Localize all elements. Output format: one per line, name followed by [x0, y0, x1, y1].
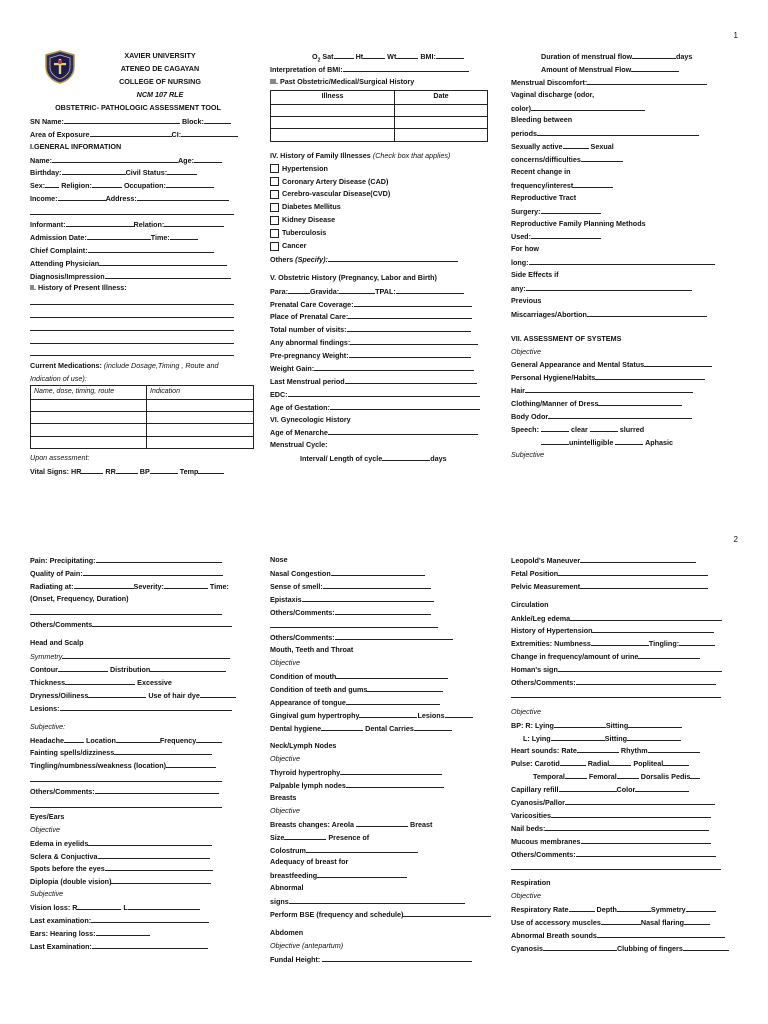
- obstetric-history-heading: V. Obstetric History (Pregnancy, Labor and Birth): [270, 272, 437, 282]
- place-prenatal-row[interactable]: Place of Prenatal Care:: [270, 310, 492, 323]
- contour-row[interactable]: Contour Distribution: [30, 663, 256, 676]
- bse-row[interactable]: Perform BSE (frequency and schedule): [270, 908, 500, 921]
- frequency-interest-row[interactable]: frequency/interest: [511, 179, 741, 192]
- cyanosis-row[interactable]: Cyanosis Clubbing of fingers: [511, 942, 741, 955]
- present-illness-line[interactable]: [30, 334, 234, 344]
- leopolds-row[interactable]: Leopold's Maneuver: [511, 554, 741, 567]
- appearance-tongue-row[interactable]: Appearance of tongue: [270, 696, 500, 709]
- checkbox[interactable]: [270, 177, 279, 186]
- eyes-ears-heading: Eyes/Ears: [30, 811, 65, 821]
- speech-row-2[interactable]: unintelligible Aphasic: [511, 436, 741, 449]
- age-menarche-row[interactable]: Age of Menarche: [270, 426, 492, 439]
- med-col-name: Name, dose, timing, route: [31, 385, 147, 399]
- general-info-heading: I.GENERAL INFORMATION: [30, 141, 122, 151]
- menstrual-cycle-label: Menstrual Cycle:: [270, 440, 328, 450]
- prenatal-coverage-row[interactable]: Prenatal Care Coverage:: [270, 298, 492, 311]
- med-col-indication: Indication: [147, 385, 254, 399]
- sclera-row[interactable]: Sclera & Conjuctiva: [30, 850, 256, 863]
- area-exposure-row[interactable]: Area of Exposure CI:: [30, 128, 246, 141]
- previous-label: Previous: [511, 295, 542, 305]
- condition-mouth-row[interactable]: Condition of mouth: [270, 670, 500, 683]
- course-code: NCM 107 RLE: [136, 89, 184, 99]
- diplopia-row[interactable]: Diplopia (double vision): [30, 875, 256, 888]
- abnormal-findings-row[interactable]: Any abnormal findings:: [270, 336, 492, 349]
- sexually-active-row[interactable]: Sexually active Sexual: [511, 142, 614, 152]
- capillary-row[interactable]: Capillary refill Color: [511, 783, 741, 796]
- mucous-row[interactable]: Mucous membranes: [511, 835, 741, 848]
- head-scalp-heading: Head and Scalp: [30, 638, 84, 648]
- attending-row[interactable]: Attending Physician: [30, 257, 246, 270]
- sex-row[interactable]: Sex: Religion: Occupation:: [30, 179, 246, 192]
- pulse-row-2[interactable]: Temporal Femoral Dorsalis Pedis: [511, 770, 741, 783]
- abdomen-heading: Abdomen: [270, 927, 304, 937]
- family-item-tuberculosis[interactable]: Tuberculosis: [270, 227, 492, 240]
- diagnosis-row[interactable]: Diagnosis/Impression: [30, 270, 246, 283]
- comments-line[interactable]: [511, 860, 721, 870]
- school-name: ATENEO DE CAGAYAN: [120, 63, 200, 73]
- checkbox[interactable]: [270, 242, 279, 251]
- medications-table[interactable]: [30, 385, 254, 449]
- homans-row[interactable]: Homan's sign: [511, 663, 741, 676]
- palpable-row[interactable]: Palpable lymph nodes: [270, 779, 500, 792]
- radiating-row[interactable]: Radiating at: Severity: Time:: [30, 581, 229, 591]
- table-row[interactable]: [31, 424, 254, 436]
- objective-3-label: Objective: [270, 805, 300, 815]
- periods-row[interactable]: periods: [511, 127, 741, 140]
- present-illness-line[interactable]: [30, 295, 234, 305]
- checkbox[interactable]: [270, 229, 279, 238]
- page-number: 2: [733, 535, 738, 544]
- fetal-position-row[interactable]: Fetal Position: [511, 567, 741, 580]
- address-continuation-line[interactable]: [30, 205, 234, 215]
- amount-flow-row[interactable]: Amount of Menstrual Flow: [511, 63, 741, 76]
- objective-label: Objective: [511, 706, 541, 716]
- subjective-label: Subjective: [511, 449, 545, 459]
- personal-hygiene-row[interactable]: Personal Hygiene/Habits: [511, 371, 741, 384]
- past-history-table[interactable]: [270, 90, 488, 142]
- present-illness-heading: II. History of Present Illness:: [30, 283, 127, 293]
- condition-teeth-row[interactable]: Condition of teeth and gums: [270, 683, 500, 696]
- college-name: COLLEGE OF NURSING: [119, 76, 201, 86]
- age-gestation-row[interactable]: Age of Gestation:: [270, 401, 492, 414]
- table-row[interactable]: [271, 129, 488, 141]
- pain-precipitating-row[interactable]: Pain: Precipitating:: [30, 554, 256, 567]
- headache-row[interactable]: Headache Location Frequency: [30, 734, 256, 747]
- adequacy-label: Adequacy of breast for: [270, 857, 349, 867]
- checkbox[interactable]: [270, 203, 279, 212]
- surgery-row[interactable]: Surgery:: [511, 205, 741, 218]
- quality-pain-row[interactable]: Quality of Pain:: [30, 567, 256, 580]
- others-comments-2-row[interactable]: Others/Comments:: [30, 785, 256, 798]
- change-urine-row[interactable]: Change in frequency/amount of urine: [511, 650, 741, 663]
- recent-change-label: Recent change in: [511, 167, 571, 177]
- gyne-history-heading: VI. Gynecologic History: [270, 414, 351, 424]
- table-row[interactable]: [31, 412, 254, 424]
- lesions-row[interactable]: Lesions:: [30, 702, 256, 715]
- extremities-row[interactable]: Extremities: Numbness Tingling:: [511, 637, 741, 650]
- others-comments-2-row[interactable]: Others/Comments:: [511, 848, 741, 861]
- vision-loss-row[interactable]: Vision loss: R L: [30, 901, 256, 914]
- menstrual-discomfort-row[interactable]: Menstrual Discomfort:: [511, 76, 741, 89]
- sn-name-row[interactable]: SN Name: Block:: [30, 115, 246, 128]
- used-row[interactable]: Used:: [511, 230, 741, 243]
- breast-changes-row[interactable]: Breasts changes: Areola Breast: [270, 819, 433, 829]
- others-comments-2-row[interactable]: Others/Comments:: [270, 631, 500, 644]
- last-menstrual-row[interactable]: Last Menstrual period: [270, 375, 492, 388]
- cyanosis-pallor-row[interactable]: Cyanosis/Pallor: [511, 796, 741, 809]
- ankle-edema-row[interactable]: Ankle/Leg edema: [511, 612, 741, 625]
- pelvic-row[interactable]: Pelvic Measurement: [511, 580, 741, 593]
- admission-row[interactable]: Admission Date: Time:: [30, 231, 246, 244]
- mouth-heading: Mouth, Teeth and Throat: [270, 645, 354, 655]
- accessory-row[interactable]: Use of accessory muscles Nasal flaring: [511, 916, 741, 929]
- nail-beds-row[interactable]: Nail beds:: [511, 822, 741, 835]
- vital-signs-row[interactable]: Vital Signs: HR RR BP Temp: [30, 465, 246, 478]
- subjective-2-label: Subjective: [30, 889, 64, 899]
- subjective-label: Subjective:: [30, 721, 66, 731]
- table-row[interactable]: [271, 116, 488, 128]
- bleeding-between-label: Bleeding between: [511, 115, 573, 125]
- comments-line[interactable]: [511, 689, 721, 699]
- spots-row[interactable]: Spots before the eyes: [30, 862, 256, 875]
- last-exam-row[interactable]: Last examination:: [30, 914, 256, 927]
- family-planning-label: Reproductive Family Planning Methods: [511, 218, 646, 228]
- respiration-heading: Respiration: [511, 878, 551, 888]
- table-row[interactable]: [271, 104, 488, 116]
- past-col-illness: Illness: [271, 90, 395, 104]
- speech-row[interactable]: Speech: clear slurred: [511, 424, 645, 434]
- abnormal-label: Abnormal: [270, 883, 304, 893]
- resp-rate-row[interactable]: Respiratory Rate Depth Symmetry: [511, 903, 741, 916]
- gingival-row[interactable]: Gingival gum hypertrophy Lesions: [270, 709, 500, 722]
- checkbox[interactable]: [270, 216, 279, 225]
- page-number: 1: [733, 31, 738, 40]
- o2-sat-row[interactable]: $O_2$ Sat Ht Wt BMI:: [270, 50, 492, 63]
- size-row[interactable]: Size Presence of: [270, 832, 370, 842]
- objective-2-label: Objective: [270, 754, 300, 764]
- heart-sounds-row[interactable]: Heart sounds: Rate Rhythm: [511, 744, 741, 757]
- color-row[interactable]: color): [511, 102, 741, 115]
- colostrum-row[interactable]: Colostrum: [270, 844, 500, 857]
- checkbox[interactable]: [270, 164, 279, 173]
- informant-row[interactable]: Informant: Relation:: [30, 218, 246, 231]
- concerns-row[interactable]: concerns/difficulties: [511, 153, 741, 166]
- para-row[interactable]: Para: Gravida: TPAL:: [270, 285, 492, 298]
- general-appearance-row[interactable]: General Appearance and Mental Status: [511, 358, 741, 371]
- reproductive-tract-label: Reproductive Tract: [511, 192, 577, 202]
- long-row[interactable]: long:: [511, 256, 741, 269]
- objective-label: Objective: [30, 824, 60, 834]
- nose-heading: Nose: [270, 555, 288, 564]
- hypertension-row[interactable]: History of Hypertension: [511, 624, 741, 637]
- systems-heading: VII. ASSESSMENT OF SYSTEMS: [511, 333, 622, 343]
- vaginal-discharge-label: Vaginal discharge (odor,: [511, 89, 595, 99]
- pulse-row[interactable]: Pulse: Carotid Radial Popliteal: [511, 757, 741, 770]
- interp-bmi-row[interactable]: Interpretation of BMI:: [270, 63, 492, 76]
- family-item-cad[interactable]: Coronary Artery Disease (CAD): [270, 176, 492, 189]
- upon-assessment-label: Upon assessment:: [30, 453, 90, 463]
- miscarriages-row[interactable]: Miscarriages/Abortion: [511, 308, 741, 321]
- epistaxis-row[interactable]: Epistaxis: [270, 593, 500, 606]
- chief-complaint-row[interactable]: Chief Complaint:: [30, 244, 246, 257]
- comments-line[interactable]: [30, 798, 222, 808]
- fainting-row[interactable]: Fainting spells/dizziness: [30, 746, 256, 759]
- objective-2-label: Objective: [511, 891, 541, 901]
- family-item-hypertension[interactable]: Hypertension: [270, 163, 492, 176]
- name-row[interactable]: Name: Age:: [30, 154, 246, 167]
- family-item-kidney[interactable]: Kidney Disease: [270, 214, 492, 227]
- ears-hearing-row[interactable]: Ears: Hearing loss:: [30, 927, 256, 940]
- family-illness-heading: IV. History of Family Illnesses (Check box that applies): [270, 150, 451, 160]
- thyroid-row[interactable]: Thyroid hypertrophy: [270, 766, 500, 779]
- present-illness-line[interactable]: [30, 308, 234, 318]
- nasal-congestion-row[interactable]: Nasal Congestion: [270, 567, 500, 580]
- dryness-row[interactable]: Dryness/Oiliness Use of hair dye: [30, 689, 256, 702]
- comments-line[interactable]: [270, 618, 438, 628]
- tingling-line[interactable]: [30, 772, 222, 782]
- onset-label: (Onset, Frequency, Duration): [30, 593, 129, 603]
- others-comments-row[interactable]: Others/Comments: [30, 618, 256, 631]
- medications-label: Current Medications: (include Dosage,Timing , Route and Indication of use):: [30, 360, 219, 383]
- tingling-row[interactable]: Tingling/numbness/weakness (location): [30, 759, 256, 772]
- breasts-heading: Breasts: [270, 793, 297, 803]
- last-exam-2-row[interactable]: Last Examination:: [30, 940, 256, 953]
- body-odor-row[interactable]: Body Odor: [511, 410, 741, 423]
- sense-smell-row[interactable]: Sense of smell:: [270, 580, 500, 593]
- circulation-heading: Circulation: [511, 599, 549, 609]
- abnormal-breath-row[interactable]: Abnormal Breath sounds: [511, 929, 741, 942]
- birthday-row[interactable]: Birthday: Civil Status:: [30, 166, 246, 179]
- present-illness-line[interactable]: [30, 347, 234, 357]
- total-visits-row[interactable]: Total number of visits:: [270, 323, 492, 336]
- family-item-cancer[interactable]: Cancer: [270, 240, 492, 253]
- duration-flow-row[interactable]: Duration of menstrual flow days: [541, 52, 693, 61]
- bp-right-row[interactable]: BP: R: Lying Sitting: [511, 719, 741, 732]
- weight-gain-row[interactable]: Weight Gain:: [270, 362, 492, 375]
- bp-left-row[interactable]: L: Lying Sitting: [511, 732, 741, 745]
- edema-eyelids-row[interactable]: Edema in eyelids: [30, 837, 256, 850]
- onset-line[interactable]: [30, 606, 222, 616]
- income-row[interactable]: Income: Address:: [30, 192, 246, 205]
- hair-row[interactable]: Hair: [511, 384, 741, 397]
- tool-title: OBSTETRIC- PATHOLOGIC ASSESSMENT TOOL: [55, 103, 221, 112]
- fundal-height-row[interactable]: Fundal Height:: [270, 953, 500, 966]
- past-history-heading: III. Past Obstetric/Medical/Surgical History: [270, 76, 415, 86]
- dental-hygiene-row[interactable]: Dental hygiene Dental Carries: [270, 722, 500, 735]
- objective-label: Objective: [511, 346, 541, 356]
- university-seal-icon: [44, 50, 76, 84]
- prepregnancy-weight-row[interactable]: Pre-pregnancy Weight:: [270, 349, 492, 362]
- symmetry-row[interactable]: Symmetry: [30, 650, 256, 663]
- interval-row[interactable]: Interval/ Length of cycle days: [300, 454, 447, 464]
- others-specify-row[interactable]: Others (Specify):: [270, 253, 492, 266]
- varicosities-row[interactable]: Varicosities: [511, 809, 741, 822]
- breastfeeding-row[interactable]: breastfeeding: [270, 869, 500, 882]
- table-row[interactable]: [31, 399, 254, 411]
- objective-label: Objective: [270, 658, 300, 668]
- antepartum-label: Objective (antepartum): [270, 940, 344, 950]
- family-item-cvd[interactable]: Cerebro-vascular Disease(CVD): [270, 188, 492, 201]
- edc-row[interactable]: EDC:: [270, 388, 492, 401]
- page-2: [0, 520, 768, 1024]
- others-comments-row[interactable]: Others/Comments:: [511, 676, 741, 689]
- present-illness-line[interactable]: [30, 321, 234, 331]
- family-item-diabetes[interactable]: Diabetes Mellitus: [270, 201, 492, 214]
- table-row[interactable]: [31, 436, 254, 448]
- side-effects-label: Side Effects if: [511, 270, 559, 280]
- university-name: XAVIER UNIVERSITY: [124, 51, 196, 60]
- neck-heading: Neck/Lymph Nodes: [270, 741, 337, 751]
- past-col-date: Date: [395, 90, 488, 104]
- signs-row[interactable]: signs: [270, 895, 500, 908]
- clothing-row[interactable]: Clothing/Manner of Dress: [511, 397, 741, 410]
- for-how-label: For how: [511, 244, 539, 254]
- others-comments-row[interactable]: Others/Comments:: [270, 606, 500, 619]
- checkbox[interactable]: [270, 190, 279, 199]
- any-row[interactable]: any:: [511, 282, 741, 295]
- thickness-row[interactable]: Thickness Excessive: [30, 678, 172, 688]
